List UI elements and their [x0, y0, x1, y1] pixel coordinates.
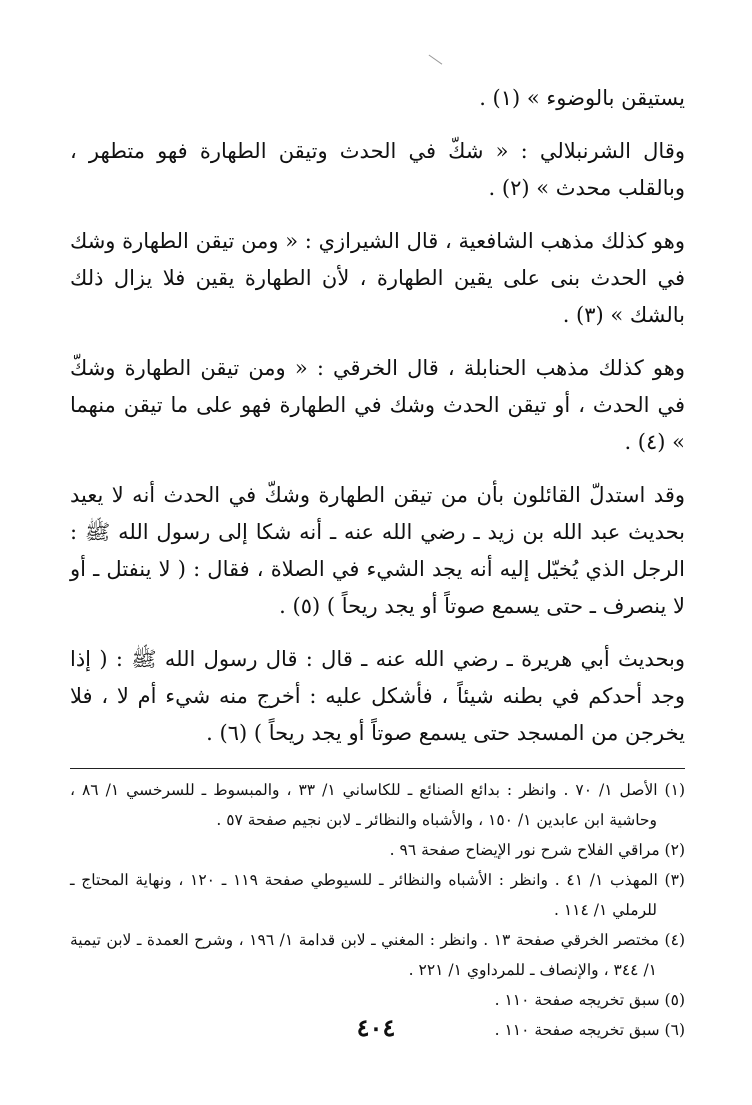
footnote-4: (٤) مختصر الخرقي صفحة ١٣ . وانظر : المغني ـ لابن قدامة ١/ ١٩٦ ، وشرح العمدة ـ لابن تيمية ١/ ٣٤٤ ، والإنصاف ـ للمرداوي ١/ ٢٢١ . — [70, 931, 685, 979]
footnote-2: (٢) مراقي الفلاح شرح نور الإيضاح صفحة ٩٦ . — [389, 841, 685, 859]
footnote-5: (٥) سبق تخريجه صفحة ١١٠ . — [494, 991, 685, 1009]
paragraph-2 — [70, 133, 685, 207]
paragraph-4 — [70, 350, 685, 461]
paragraph-text: وهو كذلك مذهب الشافعية ، قال الشيرازي : « ومن تيقن الطهارة وشك في الحدث بنى على يقين الطهارة ، لأن الطهارة يقين فلا يزال ذلك بالشك » (٣) . — [70, 229, 685, 327]
footnote-divider — [70, 768, 685, 769]
page-content — [70, 80, 685, 1045]
paragraph-text: وهو كذلك مذهب الحنابلة ، قال الخرقي : « ومن تيقن الطهارة وشكّ في الحدث ، أو تيقن الحدث وشك في الطهارة فهو على ما تيقن منهما » (٤) . — [70, 356, 685, 454]
paragraph-3 — [70, 223, 685, 334]
footnote-3: (٣) المهذب ١/ ٤١ . وانظر : الأشباه والنظائر ـ للسيوطي صفحة ١١٩ ـ ١٢٠ ، ونهاية المحتاج ـ للرملي ١/ ١١٤ . — [70, 871, 685, 919]
footnotes — [70, 775, 685, 1045]
page-number: ٤٠٤ — [356, 1013, 396, 1042]
footnote-6: (٦) سبق تخريجه صفحة ١١٠ . — [494, 1021, 685, 1039]
paragraph-text: وقد استدلّ القائلون بأن من تيقن الطهارة وشكّ في الحدث أنه لا يعيد بحديث عبد الله بن زيد ـ رضي الله عنه ـ أنه شكا إلى رسول الله ﷺ : الرجل الذي يُخيّل إليه أنه يجد الشيء في الصلاة ، فقال : ( لا ينفتل ـ أو لا ينصرف ـ حتى يسمع صوتاً أو يجد ريحاً ) (٥) . — [70, 483, 685, 618]
paragraph-text: وبحديث أبي هريرة ـ رضي الله عنه ـ قال : قال رسول الله ﷺ : ( إذا وجد أحدكم في بطنه شيئاً ، فأشكل عليه : أخرج منه شيء أم لا ، فلا يخرجن من المسجد حتى يسمع صوتاً أو يجد ريحاً ) (٦) . — [70, 647, 685, 745]
paragraph-5 — [70, 477, 685, 625]
paragraph-1 — [70, 80, 685, 117]
paragraph-6 — [70, 641, 685, 752]
paragraph-text: وقال الشرنبلالي : « شكّ في الحدث وتيقن الطهارة فهو متطهر ، وبالقلب محدث » (٢) . — [70, 139, 685, 200]
paragraph-text: يستيقن بالوضوء » (١) . — [479, 86, 685, 110]
scan-artifact — [422, 55, 443, 75]
footnote-1: (١) الأصل ١/ ٧٠ . وانظر : بدائع الصنائع ـ للكاساني ١/ ٣٣ ، والمبسوط ـ للسرخسي ١/ ٨٦ ، وحاشية ابن عابدين ١/ ١٥٠ ، والأشباه والنظائر ـ لابن نجيم صفحة ٥٧ . — [70, 781, 685, 829]
